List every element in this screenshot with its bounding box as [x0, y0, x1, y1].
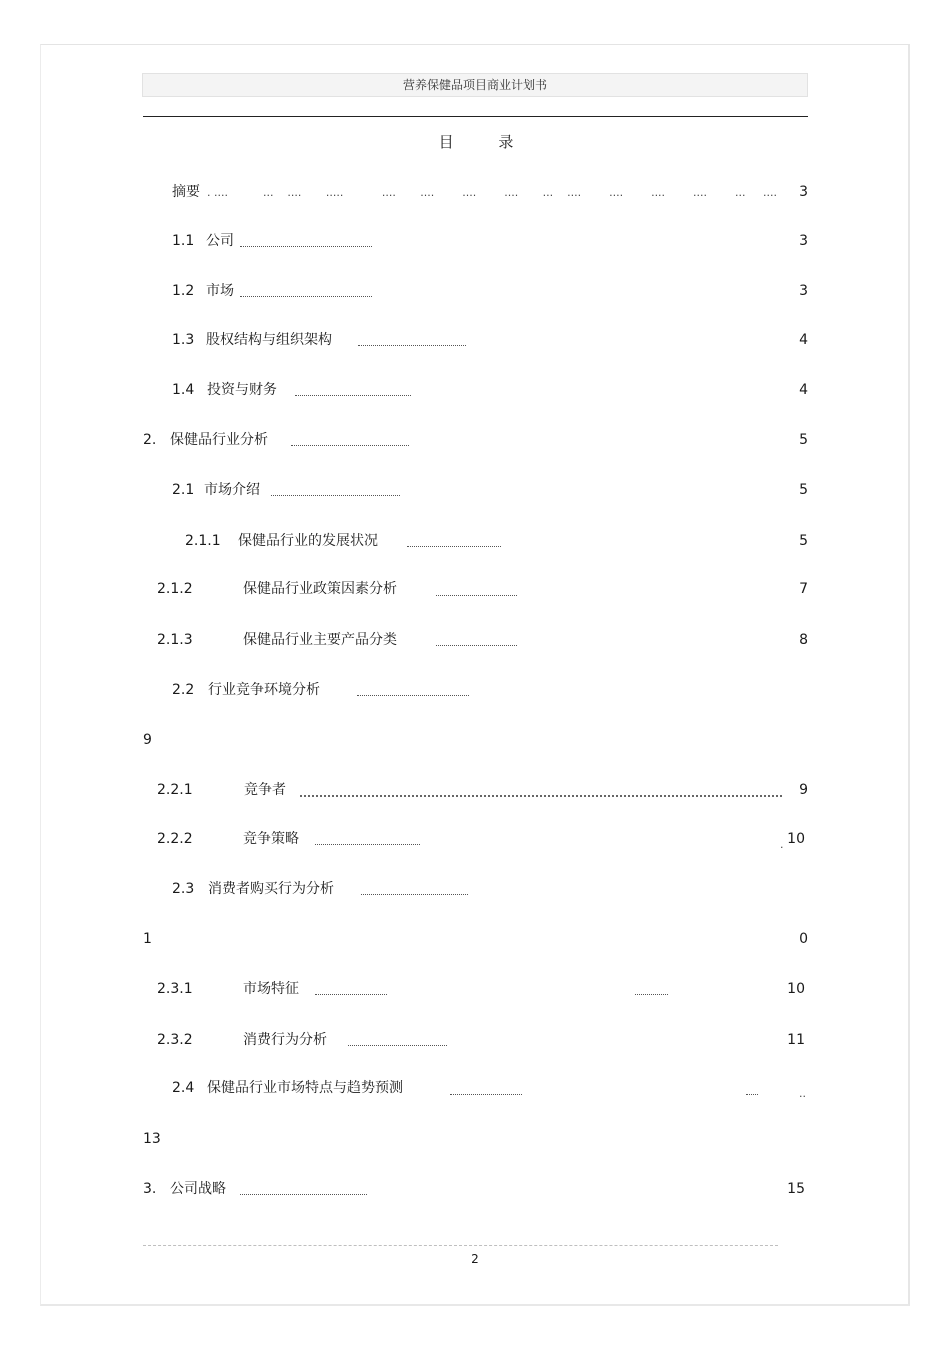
toc-leader [300, 795, 782, 797]
toc-page-number: 5 [799, 432, 808, 448]
toc-entry-label[interactable]: 消费者购买行为分析 [208, 881, 334, 897]
toc-leader: . .... ... .... ..... .... .... .... .... ... .... .... .... .... ... .... [207, 186, 777, 199]
toc-page-number: 8 [799, 632, 808, 648]
toc-page-number: 10 [787, 831, 805, 847]
toc-page-number: 7 [799, 581, 808, 597]
toc-entry-number: 2.3.2 [157, 1032, 193, 1048]
toc-leader [240, 246, 372, 247]
toc-leader [315, 994, 387, 995]
toc-entry-number: 1.1 [172, 233, 195, 249]
toc-page-number: 3 [799, 233, 808, 249]
toc-leader [746, 1094, 758, 1095]
toc-leader [436, 645, 517, 646]
toc-entry-label[interactable]: 摘要 [172, 184, 200, 200]
toc-leader [240, 296, 372, 297]
toc-leader [361, 894, 468, 895]
toc-entry-number: 2. [143, 432, 157, 448]
toc-page-number-part: 0 [799, 931, 808, 947]
footer-rule [143, 1245, 778, 1246]
toc-entry-number: 2.1.3 [157, 632, 193, 648]
toc-page-number: 5 [799, 533, 808, 549]
running-header: 营养保健品项目商业计划书 [142, 73, 808, 97]
toc-entry-label[interactable]: 股权结构与组织架构 [206, 332, 332, 348]
toc-entry-number: 1.3 [172, 332, 195, 348]
toc-leader [271, 495, 400, 496]
toc-entry-label[interactable]: 竞争者 [244, 782, 286, 798]
toc-page-number: 4 [799, 382, 808, 398]
toc-leader [358, 345, 466, 346]
toc-leader [450, 1094, 522, 1095]
toc-entry-number: 1.2 [172, 283, 195, 299]
toc-leader [436, 595, 517, 596]
toc-page-number: 9 [143, 732, 152, 748]
toc-entry-label[interactable]: 投资与财务 [207, 382, 277, 398]
toc-page-number: 11 [787, 1032, 805, 1048]
toc-page-number: 5 [799, 482, 808, 498]
toc-entry-label[interactable]: 保健品行业的发展状况 [238, 533, 378, 549]
toc-page-number: 9 [799, 782, 808, 798]
toc-entry-label[interactable]: 公司 [206, 233, 234, 249]
toc-entry-number: 3. [143, 1181, 157, 1197]
toc-entry-number: 2.1.1 [185, 533, 221, 549]
footer-page-number: 2 [471, 1252, 479, 1266]
toc-entry-label[interactable]: 市场介绍 [204, 482, 260, 498]
header-rule [143, 116, 808, 117]
toc-page-number: 10 [787, 981, 805, 997]
toc-leader [407, 546, 501, 547]
toc-leader [315, 844, 420, 845]
toc-page-number: 4 [799, 332, 808, 348]
toc-entry-label[interactable]: 保健品行业主要产品分类 [243, 632, 397, 648]
toc-entry-number: 2.1.2 [157, 581, 193, 597]
toc-leader: .. [799, 1087, 806, 1100]
toc-page-number-part: 1 [143, 931, 152, 947]
toc-leader [240, 1194, 367, 1195]
toc-page-number: 3 [799, 184, 808, 200]
toc-leader [635, 994, 668, 995]
toc-page-number: 15 [787, 1181, 805, 1197]
toc-entry-number: 1.4 [172, 382, 195, 398]
toc-entry-label[interactable]: 竞争策略 [243, 831, 299, 847]
toc-entry-label[interactable]: 保健品行业分析 [170, 432, 268, 448]
toc-leader [291, 445, 409, 446]
toc-entry-number: 2.3 [172, 881, 195, 897]
toc-entry-label[interactable]: 公司战略 [170, 1181, 226, 1197]
toc-leader [348, 1045, 447, 1046]
toc-entry-number: 2.1 [172, 482, 195, 498]
toc-entry-number: 2.2.1 [157, 782, 193, 798]
toc-entry-label[interactable]: 保健品行业市场特点与趋势预测 [207, 1080, 403, 1096]
toc-leader [295, 395, 411, 396]
toc-entry-label[interactable]: 市场 [206, 283, 234, 299]
toc-entry-number: 2.3.1 [157, 981, 193, 997]
toc-leader: . [780, 838, 784, 851]
toc-page-number: 13 [143, 1131, 161, 1147]
toc-entry-label[interactable]: 行业竞争环境分析 [208, 682, 320, 698]
toc-entry-label[interactable]: 消费行为分析 [243, 1032, 327, 1048]
toc-entry-number: 2.2 [172, 682, 195, 698]
toc-entry-label[interactable]: 市场特征 [243, 981, 299, 997]
toc-entry-label[interactable]: 保健品行业政策因素分析 [243, 581, 397, 597]
toc-title: 目 录 [438, 133, 534, 151]
toc-page-number: 3 [799, 283, 808, 299]
toc-entry-number: 2.4 [172, 1080, 195, 1096]
toc-leader [357, 695, 469, 696]
toc-entry-number: 2.2.2 [157, 831, 193, 847]
